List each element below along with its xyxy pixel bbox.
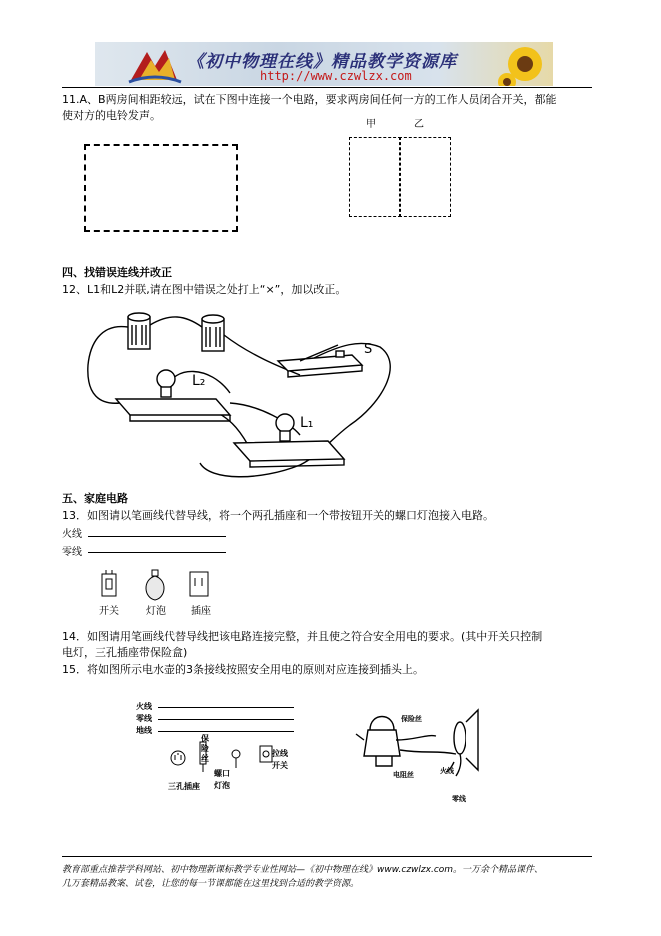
kettle-icon [356, 717, 400, 767]
q13-neutral-wire [88, 552, 226, 553]
fig14-three-pin-label: 三孔插座 [168, 782, 200, 791]
battery-icon [202, 315, 224, 351]
fig14-pull-switch-label: 拉线开关 [272, 749, 288, 770]
room-b-label: 乙 [414, 119, 424, 130]
q12-text: 12、L1和L2并联,请在图中错误之处打上“×”，加以改正。 [62, 283, 347, 296]
q15-text: 15．将如图所示电水壶的3条接线按照安全用电的原则对应连接到插头上。 [62, 663, 424, 676]
q13-live-label: 火线 [62, 529, 82, 540]
screw-bulb-icon [232, 750, 240, 768]
fig14-ground-label: 地线 [136, 726, 152, 735]
fig14-neutral-label: 零线 [136, 714, 152, 723]
section5-heading: 五、家庭电路 [62, 492, 128, 505]
footer-rule [62, 856, 592, 857]
lamp-label-l1: L₁ [300, 415, 314, 431]
q13-live-wire [88, 536, 226, 537]
logo-icon [125, 42, 185, 86]
q11-text-line1: 11.A、B两房间相距较远，试在下图中连接一个电路，要求两房间任何一方的工作人员闭合开关，都能 [62, 93, 557, 106]
section4-heading: 四、找错误连线并改正 [62, 266, 172, 279]
fig15-fuse-label: 保险丝 [401, 715, 422, 723]
q11-left-dashed-box [84, 144, 238, 232]
pull-switch-icon [260, 746, 272, 762]
room-a-label: 甲 [366, 119, 376, 130]
lamp-label-l2: L₂ [192, 373, 206, 389]
socket-icon [190, 572, 208, 596]
header-rule [62, 87, 592, 88]
q14-text-line1: 14．如图请用笔画线代替导线把该电路连接完整，并且使之符合安全用电的要求。(其中开关只控制 [62, 630, 543, 643]
fig14-neutral-wire [158, 719, 294, 720]
q12-circuit-diagram [80, 305, 400, 485]
room-b-box [399, 137, 451, 217]
header-banner [95, 42, 553, 86]
q13-text: 13．如图请以笔画线代替导线，将一个两孔插座和一个带按钮开关的螺口灯泡接入电路。 [62, 509, 494, 522]
footer-line1: 教育部重点推荐学科网站、初中物理新课标教学专业性网站—《初中物理在线》www.czwlzx.com。一万余个精品课件、 [62, 865, 544, 875]
fig14-fuse-label: 保险丝 [201, 734, 209, 763]
bulb-icon [146, 570, 164, 600]
room-a-box [349, 137, 401, 217]
plug-icon [454, 710, 478, 770]
q11-text-line2: 使对方的电铃发声。 [62, 109, 161, 122]
fig14-live-wire [158, 707, 294, 708]
fig14-screw-bulb-label: 螺口灯泡 [214, 769, 230, 790]
footer-line2: 几万套精品教案、试卷，让您的每一节课都能在这里找到合适的教学资源。 [62, 879, 360, 889]
three-pin-socket-icon [171, 751, 185, 765]
switch-label: 开关 [99, 606, 119, 617]
q13-components [92, 564, 242, 604]
fig15-heater-label: 电阻丝 [393, 771, 414, 779]
fig15-neutral-label: 零线 [452, 795, 466, 803]
q14-text-line2: 电灯，三孔插座带保险盒) [62, 646, 188, 659]
switch-label-s: S [364, 342, 373, 357]
banner-url: http://www.czwlzx.com [260, 69, 412, 83]
fig15-kettle-diagram [356, 700, 506, 790]
sunflower-icon [495, 42, 553, 86]
battery-icon [128, 313, 150, 349]
bulb-label: 灯泡 [146, 606, 166, 617]
fig14-ground-wire [158, 731, 294, 732]
banner-title: 《初中物理在线》精品教学资源库 [187, 52, 457, 72]
switch-icon [102, 570, 116, 596]
fig14-live-label: 火线 [136, 702, 152, 711]
q13-neutral-label: 零线 [62, 547, 82, 558]
fig15-live-label: 火线 [440, 767, 454, 775]
socket-label: 插座 [191, 606, 211, 617]
